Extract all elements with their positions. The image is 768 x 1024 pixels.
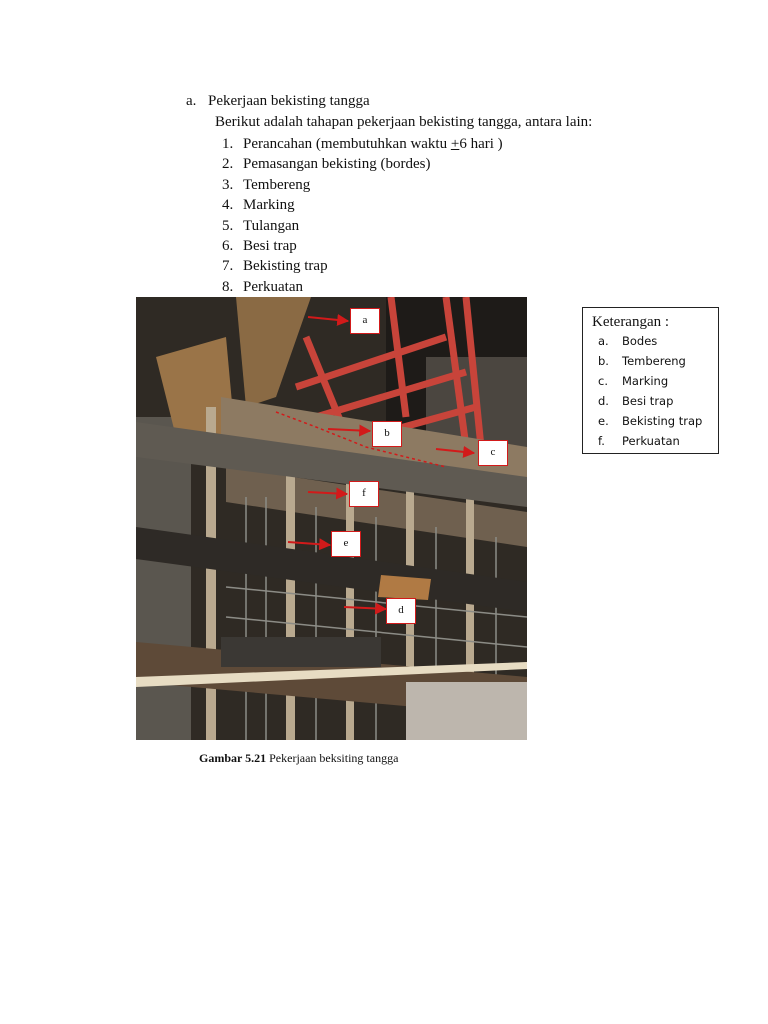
list-item: 3. Tembereng bbox=[222, 176, 311, 193]
list-item: 1. Perancahan (membutuhkan waktu +6 hari ) bbox=[222, 136, 503, 152]
callout-b: b bbox=[372, 421, 402, 447]
callout-d: d bbox=[386, 598, 416, 624]
list-item: 2. Pemasangan bekisting (bordes) bbox=[222, 156, 431, 173]
section-label: a. bbox=[186, 93, 197, 109]
section-title: Pekerjaan bekisting tangga bbox=[208, 93, 370, 109]
legend-list bbox=[598, 331, 702, 451]
legend-title: Keterangan : bbox=[592, 314, 670, 330]
list-item: a. Bodes bbox=[598, 334, 658, 348]
list-item: e. Bekisting trap bbox=[598, 414, 703, 428]
list-item: 7. Bekisting trap bbox=[222, 258, 328, 275]
list-item: 5. Tulangan bbox=[222, 217, 300, 234]
photo-illustration bbox=[136, 297, 527, 740]
callout-c: c bbox=[478, 440, 508, 466]
figure-caption bbox=[199, 751, 398, 766]
intro-text: Berikut adalah tahapan pekerjaan bekisting tangga, antara lain: bbox=[215, 114, 593, 130]
callout-e: e bbox=[331, 531, 361, 557]
callout-a: a bbox=[350, 308, 380, 334]
legend-box bbox=[582, 307, 719, 454]
list-item: 6. Besi trap bbox=[222, 237, 297, 254]
list-item: 8. Perkuatan bbox=[222, 278, 303, 295]
callout-f: f bbox=[349, 481, 379, 507]
list-item: f. Perkuatan bbox=[598, 434, 680, 448]
steps-list bbox=[222, 134, 503, 297]
list-item: b. Tembereng bbox=[598, 354, 686, 368]
stair-formwork-photo bbox=[136, 297, 527, 740]
list-item: d. Besi trap bbox=[598, 394, 674, 408]
caption-text: Pekerjaan beksiting tangga bbox=[266, 751, 399, 765]
section-heading bbox=[186, 93, 370, 110]
plus-minus-sign: + bbox=[450, 136, 460, 152]
list-item: c. Marking bbox=[598, 374, 669, 388]
caption-number: Gambar 5.21 bbox=[199, 751, 267, 765]
list-item: 4. Marking bbox=[222, 197, 295, 214]
